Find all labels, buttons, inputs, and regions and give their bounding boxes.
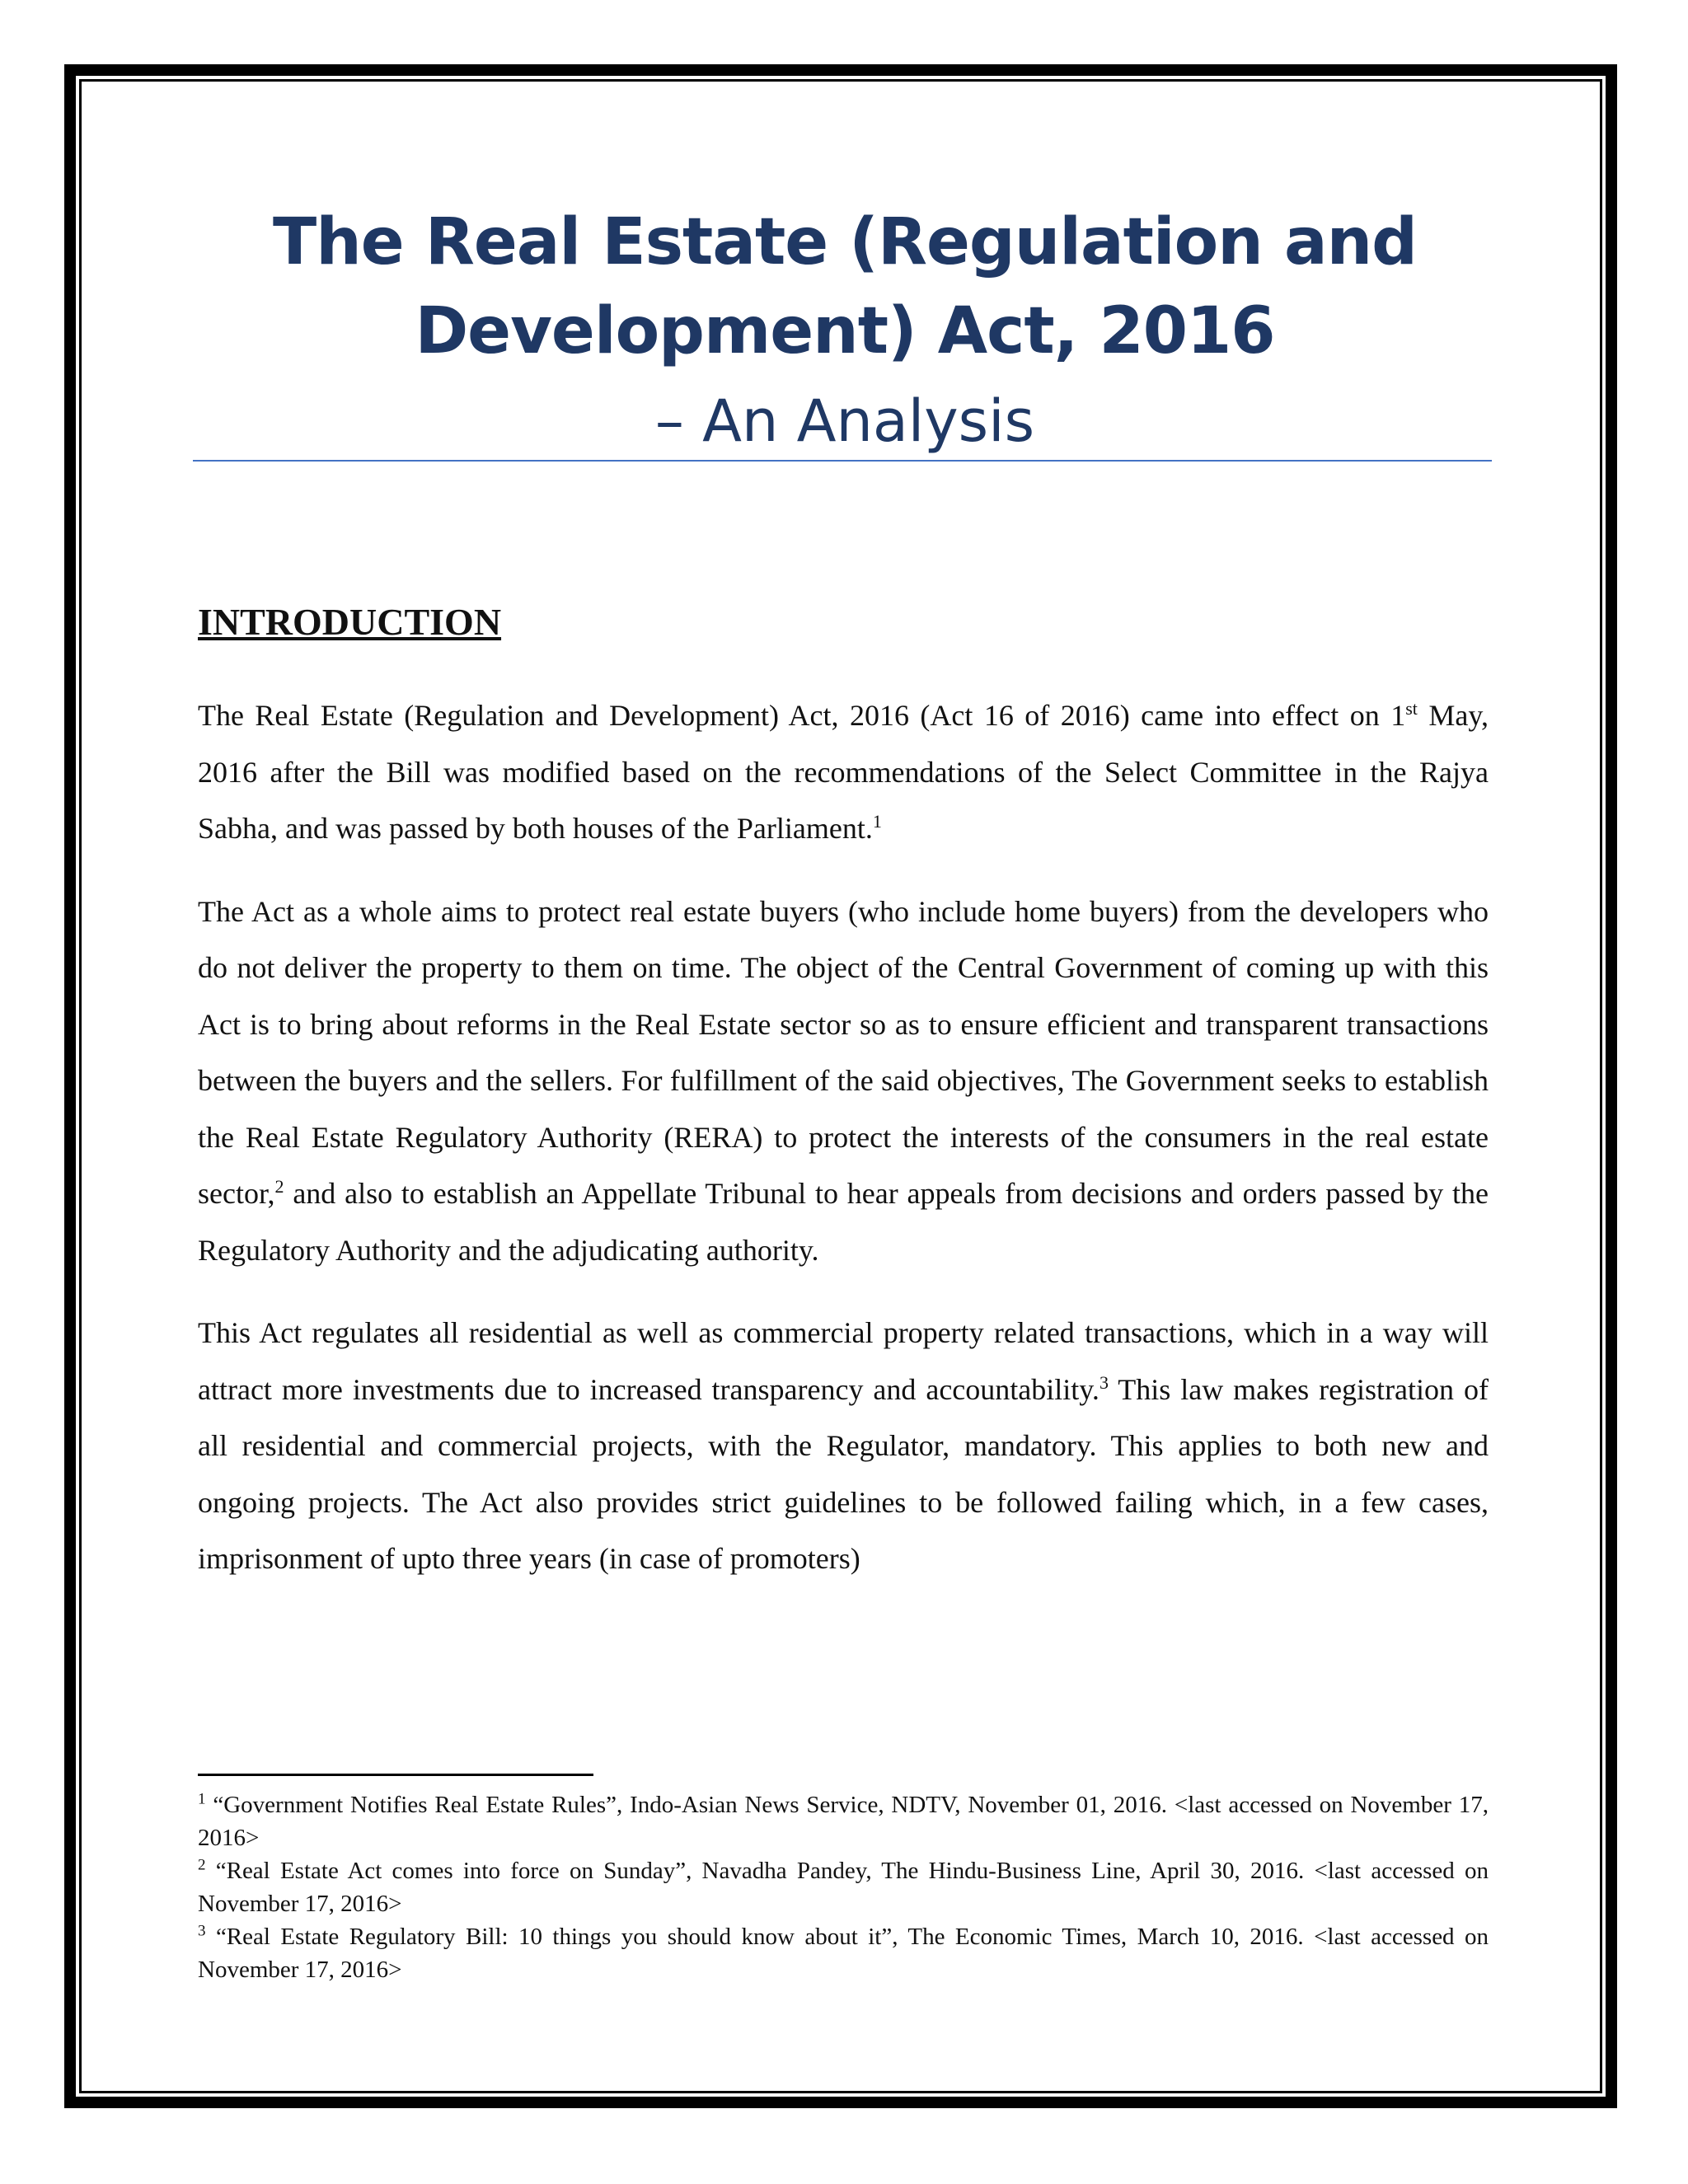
footnote-2-number: 2 bbox=[198, 1856, 206, 1874]
title-line-2: Development) Act, 2016 bbox=[415, 294, 1275, 368]
paragraph-3-text-b: This law makes registration of all residential and commercial projects, with the Regulator, mandatory. This applies to both new and ongoing projects. The Act also provides strict guidelines to be followed failing which, in a few cases, imprisonment of upto three years (in case of promoters) bbox=[198, 1372, 1489, 1575]
paragraph-2-text-a: The Act as a whole aims to protect real estate buyers (who include home buyers) from the developers who do not deliver the property to them on time. The object of the Central Government of coming up with this Act is to bring about reforms in the Real Estate sector so as to ensure efficient and transparent transactions between the buyers and the sellers. For fulfillment of the said objectives, The Government seeks to establish the Real Estate Regulatory Authority (RERA) to protect the interests of the consumers in the real estate sector, bbox=[198, 894, 1489, 1210]
paragraph-1-text-b: May, 2016 after the Bill was modified based on the recommendations of the Select Committee in the Rajya Sabha, and was passed by both houses of the Parliament. bbox=[198, 699, 1489, 845]
paragraph-1-text-a: The Real Estate (Regulation and Development) Act, 2016 (Act 16 of 2016) came into effect on 1 bbox=[198, 699, 1406, 732]
title-underline-rule bbox=[193, 460, 1492, 462]
footnotes bbox=[198, 1788, 1489, 1986]
ordinal-suffix: st bbox=[1405, 698, 1418, 719]
paragraph-2-text-b: and also to establish an Appellate Tribunal to hear appeals from decisions and orders passed by the Regulatory Authority and the adjudicating authority. bbox=[198, 1177, 1489, 1267]
footnote-ref-3[interactable]: 3 bbox=[1099, 1371, 1109, 1393]
title-line-1: The Real Estate (Regulation and bbox=[273, 205, 1417, 279]
paragraph-3 bbox=[198, 1305, 1489, 1587]
footnote-3-text: “Real Estate Regulatory Bill: 10 things you should know about it”, The Economic Times, March 10, 2016. <last accessed on November 17, 2016> bbox=[198, 1924, 1489, 1983]
footnote-ref-2[interactable]: 2 bbox=[274, 1176, 284, 1197]
footnote-1-text: “Government Notifies Real Estate Rules”, Indo-Asian News Service, NDTV, November 01, 2016. <last accessed on November 17, 2016> bbox=[198, 1792, 1489, 1851]
paragraph-1 bbox=[198, 687, 1489, 857]
footnote-ref-1[interactable]: 1 bbox=[872, 811, 882, 832]
footnote-3-number: 3 bbox=[198, 1922, 206, 1940]
footnote-2-text: “Real Estate Act comes into force on Sunday”, Navadha Pandey, The Hindu-Business Line, April 30, 2016. <last accessed on November 17, 2016> bbox=[198, 1858, 1489, 1917]
paragraph-3-text-a: This Act regulates all residential as well as commercial property related transactions, which in a way will attract more investments due to increased transparency and accountability. bbox=[198, 1316, 1489, 1406]
footnote-1-number: 1 bbox=[198, 1790, 206, 1808]
subtitle: – An Analysis bbox=[654, 387, 1035, 455]
document-body bbox=[198, 593, 1489, 1614]
document-title bbox=[198, 198, 1492, 466]
section-heading-introduction: INTRODUCTION bbox=[198, 601, 502, 643]
footnote-3 bbox=[198, 1920, 1489, 1986]
footnote-separator bbox=[198, 1774, 593, 1776]
footnote-2 bbox=[198, 1854, 1489, 1920]
footnote-1 bbox=[198, 1788, 1489, 1854]
paragraph-2 bbox=[198, 883, 1489, 1279]
